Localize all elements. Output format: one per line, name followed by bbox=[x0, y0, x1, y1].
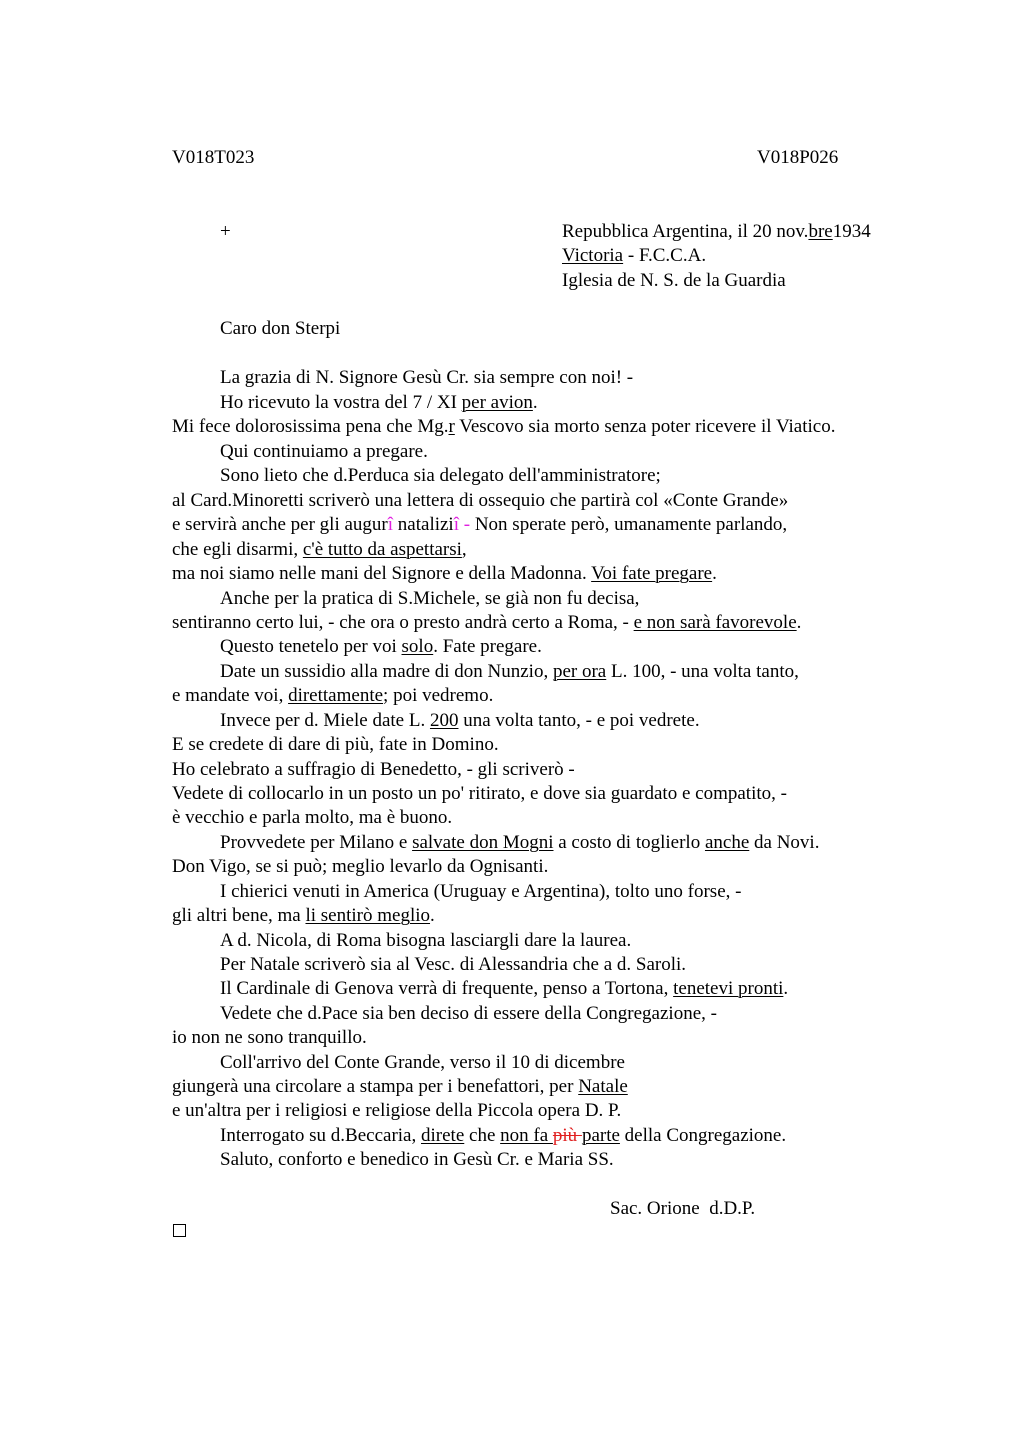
underlined-text: non fa bbox=[500, 1125, 553, 1146]
signature: Sac. Orione d.D.P. bbox=[610, 1198, 756, 1219]
text-span: sentiranno certo lui, - che ora o presto andrà certo a Roma, - bbox=[172, 612, 634, 633]
body-line: Vedete che d.Pace sia ben deciso di essere della Congregazione, - bbox=[220, 1003, 717, 1024]
body-line: Qui continuiamo a pregare. bbox=[220, 441, 428, 462]
body-line: Vedete di collocarlo in un posto un po' ritirato, e dove sia guardato e compatito, - bbox=[172, 783, 787, 804]
body-line: Coll'arrivo del Conte Grande, verso il 10 di dicembre bbox=[220, 1052, 625, 1073]
struck-text: più bbox=[552, 1125, 582, 1146]
text-span: . bbox=[796, 612, 802, 633]
document-code-right: V018P026 bbox=[757, 147, 839, 168]
text-span: L. 100, - una volta tanto, bbox=[606, 661, 799, 682]
underlined-text: 200 bbox=[429, 710, 459, 731]
document-code-left: V018T023 bbox=[172, 147, 255, 168]
text-span: . Fate pregare. bbox=[433, 636, 542, 657]
body-line bbox=[220, 831, 819, 855]
body-line: è vecchio e parla molto, ma è buono. bbox=[172, 807, 453, 828]
text-span: ma noi siamo nelle mani del Signore e della Madonna. bbox=[172, 563, 592, 584]
body-line: Ho celebrato a suffragio di Benedetto, - gli scriverò - bbox=[172, 759, 575, 780]
body-line bbox=[172, 904, 435, 928]
underlined-text: anche bbox=[704, 832, 750, 853]
text-span: che egli disarmi, bbox=[172, 539, 303, 560]
body-line: e un'altra per i religiosi e religiose della Piccola opera D. P. bbox=[172, 1100, 622, 1121]
text-span: che bbox=[464, 1125, 501, 1146]
body-line bbox=[172, 684, 493, 708]
body-line: Don Vigo, se si può; meglio levarlo da Ognisanti. bbox=[172, 856, 549, 877]
highlighted-mark: î - bbox=[453, 514, 471, 535]
text-span: , bbox=[461, 539, 467, 560]
body-line bbox=[172, 611, 801, 635]
text-span: e mandate voi, bbox=[172, 685, 289, 706]
underlined-text: e non sarà favorevole bbox=[633, 612, 797, 633]
body-line bbox=[172, 538, 467, 562]
text-span: . bbox=[783, 978, 789, 999]
date-underlined: bre bbox=[808, 221, 833, 242]
cross-mark: + bbox=[220, 221, 231, 242]
body-line bbox=[172, 513, 787, 537]
text-span: natalizi bbox=[393, 514, 454, 535]
text-span: a costo di toglierlo bbox=[553, 832, 705, 853]
text-span: Provvedete per Milano e bbox=[220, 832, 413, 853]
text-span: Invece per d. Miele date L. bbox=[220, 710, 430, 731]
body-line bbox=[220, 635, 542, 659]
body-line: Sono lieto che d.Perduca sia delegato dell'amministratore; bbox=[220, 465, 661, 486]
text-span: ; poi vedremo. bbox=[383, 685, 494, 706]
city-suffix: - F.C.C.A. bbox=[623, 245, 707, 266]
text-span: Il Cardinale di Genova verrà di frequente, penso a Tortona, bbox=[220, 978, 674, 999]
salutation: Caro don Sterpi bbox=[220, 318, 341, 339]
body-line: Saluto, conforto e benedico in Gesù Cr. e Maria SS. bbox=[220, 1149, 614, 1170]
city-name: Victoria bbox=[562, 245, 624, 266]
text-span: Vescovo sia morto senza poter ricevere il Viatico. bbox=[454, 416, 836, 437]
place-church-line: Iglesia de N. S. de la Guardia bbox=[562, 270, 786, 291]
body-line bbox=[172, 562, 717, 586]
text-span: Mi fece dolorosissima pena che Mg. bbox=[172, 416, 449, 437]
text-span: una volta tanto, - e poi vedrete. bbox=[458, 710, 700, 731]
body-line bbox=[220, 391, 538, 415]
text-span: . bbox=[712, 563, 717, 584]
text-span: Date un sussidio alla madre di don Nunzio, bbox=[220, 661, 553, 682]
body-line: A d. Nicola, di Roma bisogna lasciargli dare la laurea. bbox=[220, 930, 632, 951]
body-line bbox=[220, 1124, 786, 1148]
text-span: Non sperate però, umanamente parlando, bbox=[470, 514, 788, 535]
body-line: Per Natale scriverò sia al Vesc. di Alessandria che a d. Saroli. bbox=[220, 954, 687, 975]
place-city-line bbox=[562, 244, 706, 268]
body-line: E se credete di dare di più, fate in Domino. bbox=[172, 734, 499, 755]
underlined-text: Voi fate pregare bbox=[591, 563, 713, 584]
underlined-text: r bbox=[448, 416, 455, 437]
text-span: gli altri bene, ma bbox=[172, 905, 306, 926]
text-span: . bbox=[532, 392, 538, 413]
underlined-text: c'è tutto da aspettarsi bbox=[302, 539, 462, 560]
body-line: La grazia di N. Signore Gesù Cr. sia sempre con noi! - bbox=[220, 367, 634, 388]
date-year: 1934 bbox=[832, 221, 871, 242]
text-span: Interrogato su d.Beccaria, bbox=[220, 1125, 421, 1146]
date-text: Repubblica Argentina, il 20 nov. bbox=[562, 221, 809, 242]
end-marker-square-icon bbox=[173, 1224, 186, 1237]
place-date-line bbox=[562, 220, 871, 244]
body-line bbox=[220, 977, 788, 1001]
underlined-text: direttamente bbox=[288, 685, 384, 706]
body-line bbox=[220, 709, 700, 733]
underlined-text: per ora bbox=[552, 661, 607, 682]
body-line bbox=[220, 660, 799, 684]
highlighted-mark: î bbox=[387, 514, 394, 535]
text-span: della Congregazione. bbox=[619, 1125, 787, 1146]
body-line: I chierici venuti in America (Uruguay e Argentina), tolto uno forse, - bbox=[220, 881, 742, 902]
underlined-text: direte bbox=[421, 1125, 465, 1146]
underlined-text: per avion bbox=[461, 392, 533, 413]
underlined-text: tenetevi pronti bbox=[673, 978, 784, 999]
underlined-text: salvate don Mogni bbox=[412, 832, 554, 853]
body-line bbox=[172, 1075, 628, 1099]
text-span: da Novi. bbox=[749, 832, 820, 853]
body-line bbox=[172, 415, 835, 439]
text-span: Questo tenetelo per voi bbox=[220, 636, 402, 657]
underlined-text: solo bbox=[401, 636, 434, 657]
text-span: giungerà una circolare a stampa per i benefattori, per bbox=[172, 1076, 579, 1097]
text-span: Ho ricevuto la vostra del 7 / XI bbox=[220, 392, 462, 413]
underlined-text: parte bbox=[581, 1125, 620, 1146]
underlined-text: li sentirò meglio bbox=[305, 905, 431, 926]
body-line: al Card.Minoretti scriverò una lettera di ossequio che partirà col «Conte Grande» bbox=[172, 490, 789, 511]
underlined-text: Natale bbox=[578, 1076, 628, 1097]
text-span: . bbox=[430, 905, 435, 926]
body-line: Anche per la pratica di S.Michele, se già non fu decisa, bbox=[220, 588, 640, 609]
text-span: e servirà anche per gli augur bbox=[172, 514, 388, 535]
body-line: io non ne sono tranquillo. bbox=[172, 1027, 367, 1048]
